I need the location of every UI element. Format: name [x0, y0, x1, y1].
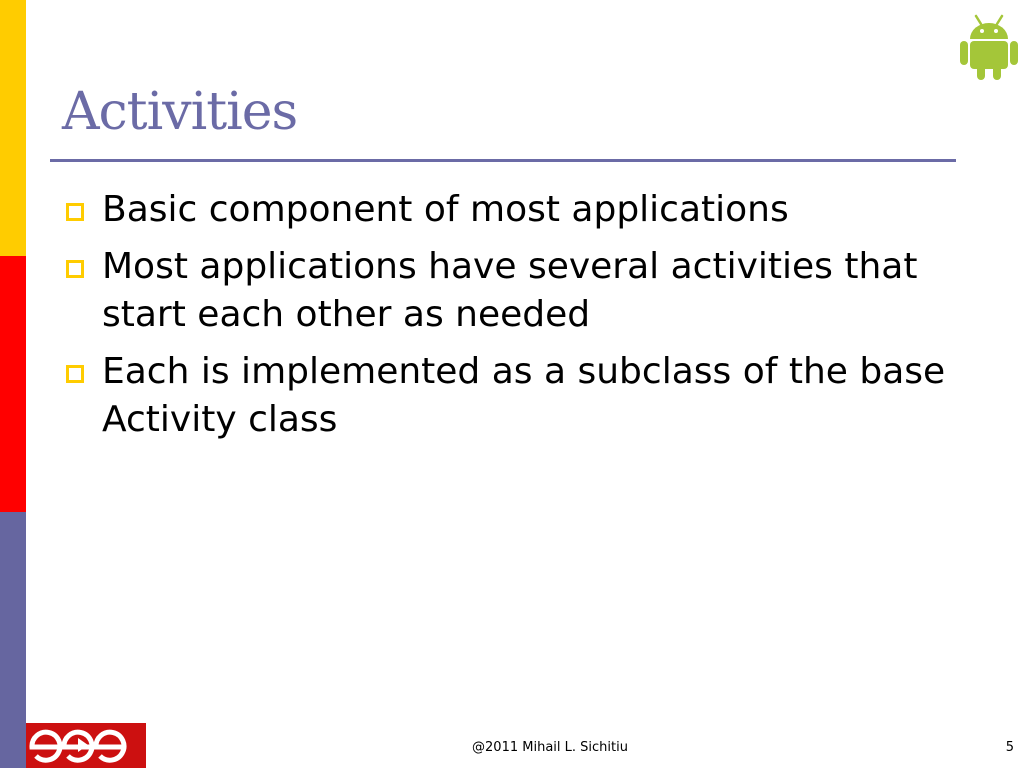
bullet-item: [62, 186, 962, 234]
hollow-square-bullet-icon: [66, 260, 84, 278]
ece-logo: [26, 723, 146, 768]
bullet-item: [62, 243, 962, 339]
bullet-text: Most applications have several activities that start each other as needed: [102, 246, 918, 335]
left-stripe-yellow: [0, 0, 26, 256]
title-divider: [50, 159, 956, 162]
bullet-text: Basic component of most applications: [102, 189, 789, 230]
android-robot-icon: [958, 12, 1020, 82]
bullet-list: [62, 186, 962, 453]
bullet-item: [62, 348, 962, 444]
hollow-square-bullet-icon: [66, 203, 84, 221]
hollow-square-bullet-icon: [66, 365, 84, 383]
left-stripe-blue: [0, 512, 26, 768]
footer-copyright: @2011 Mihail L. Sichitiu: [472, 740, 628, 755]
page-number: 5: [1005, 740, 1014, 755]
slide-title: Activities: [62, 82, 298, 142]
bullet-text: Each is implemented as a subclass of the base Activity class: [102, 351, 946, 440]
left-stripe-red: [0, 256, 26, 512]
